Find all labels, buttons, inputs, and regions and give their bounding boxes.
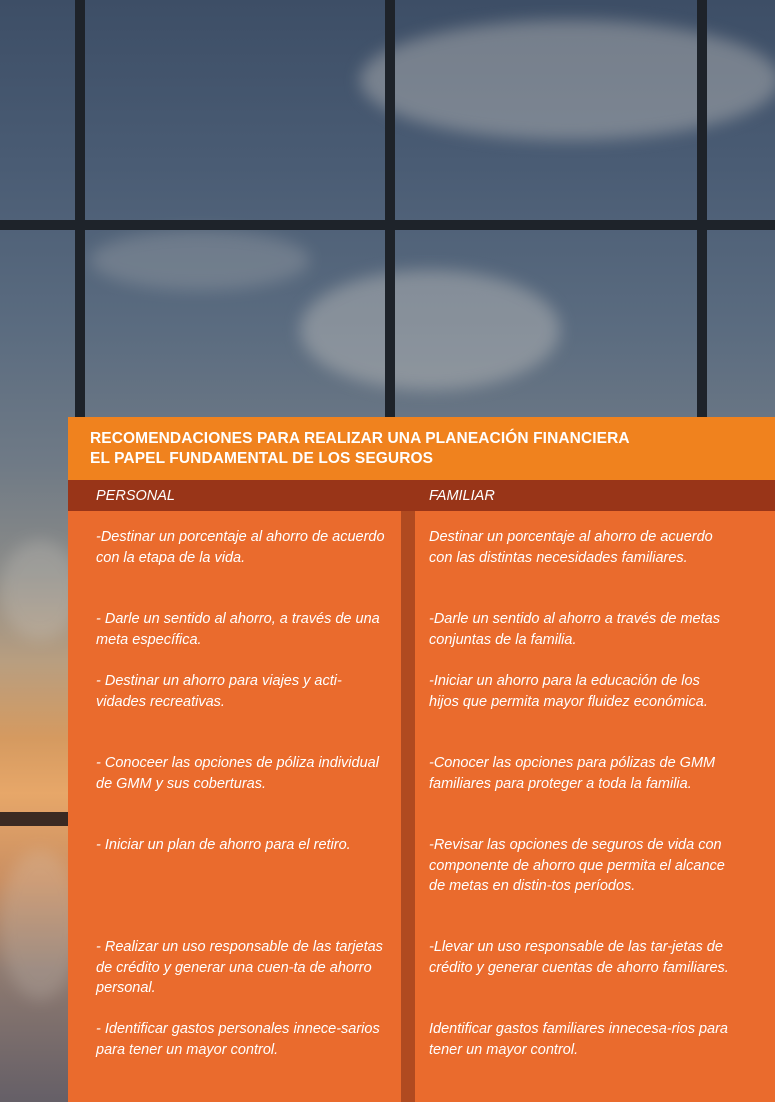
familiar-item: -Revisar las opciones de seguros de vida con componente de ahorro que permita el alcance de metas en distin-tos períodos. bbox=[429, 837, 725, 894]
column-divider bbox=[401, 511, 415, 1102]
window-frame-bar bbox=[697, 0, 707, 420]
window-frame-bar bbox=[0, 220, 775, 230]
familiar-item: -Darle un sentido al ahorro a través de metas conjuntas de la familia. bbox=[429, 611, 720, 648]
familiar-item: Identificar gastos familiares innecesa-rios para tener un mayor control. bbox=[429, 1021, 728, 1058]
personal-item: - Identificar gastos personales innece-sarios para tener un mayor control. bbox=[96, 1021, 380, 1058]
familiar-item: -Conocer las opciones para pólizas de GMM familiares para proteger a toda la familia. bbox=[429, 755, 716, 792]
familiar-item: Destinar un porcentaje al ahorro de acuerdo con las distintas necesidades familiares. bbox=[429, 529, 713, 566]
personal-item: - Conoceer las opciones de póliza individual de GMM y sus coberturas. bbox=[96, 755, 379, 792]
personal-item: - Iniciar un plan de ahorro para el retiro. bbox=[96, 837, 351, 853]
personal-item: - Darle un sentido al ahorro, a través de una meta específica. bbox=[96, 611, 380, 648]
familiar-column-label: FAMILIAR bbox=[429, 488, 495, 504]
familiar-column bbox=[415, 511, 775, 1102]
window-frame-bar bbox=[385, 0, 395, 420]
personal-item: -Destinar un porcentaje al ahorro de acuerdo con la etapa de la vida. bbox=[96, 529, 385, 566]
window-frame-bar bbox=[75, 0, 85, 420]
familiar-item: -Iniciar un ahorro para la educación de los hijos que permita mayor fluidez económica. bbox=[429, 673, 708, 710]
recommendations-panel bbox=[68, 417, 775, 1102]
header-subtitle: EL PAPEL FUNDAMENTAL DE LOS SEGUROS bbox=[90, 449, 434, 467]
panel-header bbox=[68, 417, 775, 480]
personal-item: - Destinar un ahorro para viajes y acti-vidades recreativas. bbox=[96, 673, 342, 710]
personal-column-label: PERSONAL bbox=[96, 488, 175, 504]
header-title: RECOMENDACIONES PARA REALIZAR UNA PLANEACIÓN FINANCIERA bbox=[90, 429, 630, 447]
personal-column bbox=[68, 511, 401, 1102]
familiar-item: -Llevar un uso responsable de las tar-jetas de crédito y generar cuentas de ahorro familiares. bbox=[429, 939, 729, 976]
personal-item: - Realizar un uso responsable de las tarjetas de crédito y generar una cuen-ta de ahorro personal. bbox=[96, 939, 383, 996]
window-frame-bar bbox=[0, 812, 70, 826]
column-headers bbox=[68, 480, 775, 511]
